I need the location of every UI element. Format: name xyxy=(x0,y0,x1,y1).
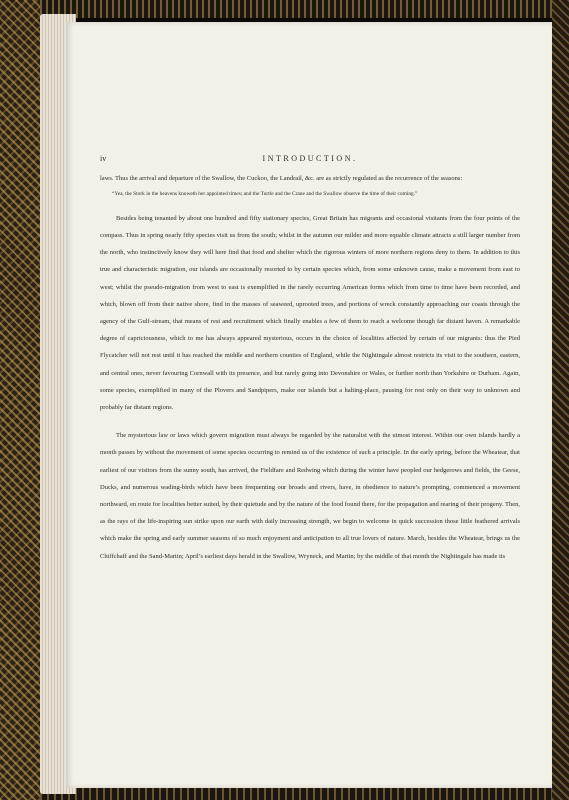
scripture-quote: “Yea, the Stork in the heavens knoweth her appointed times; and the Turtle and the Crane and the Swallow observe the time of their coming.” xyxy=(112,191,418,198)
paragraph-migrants: Besides being tenanted by about one hundred and fifty stationary species, Great Britain has migrants and occasional visitants from the four points of the compass. Thus in spring nearly fifty species visit us from the south; whilst in the autumn our milder and more equable climate attracts a still larger number from the north, who instinctively know they will here find that food and shelter which the rigorous winters of more northern regions deny to them. In addition to this true and characteristic migration, our islands are occasionally resorted to by certain species which, from some unknown cause, make a movement from east to west; whilst the pseudo-migration from west to east is exemplified in the rarely occurring American forms which from time to time have been recorded, and which, blown off from their native shore, find in the masses of seaweed, uprooted trees, and portions of wreck constantly approaching our coasts through the agency of the Gulf-stream, that means of rest and recruitment which finally enables a few of them to reach a welcome though far distant haven. A remarkable degree of capriciousness, which to me has always appeared mysterious, occurs in the choice of localities affected by certain of our migrants: thus the Pied Flycatcher will not rest until it has reached the middle and northern counties of England, while the Nightingale almost restricts its visit to the southern, eastern, and central ones, never favouring Cornwall with its presence, and but rarely going into Devonshire or Wales, or further north than Yorkshire or Durham. Again, some species, exemplified in many of the Plovers and Sandpipers, make our islands but a halting-place, pausing for rest only on their way to unknown and probably far distant regions. xyxy=(100,214,520,411)
paragraph-continuation: laws. Thus the arrival and departure of the Swallow, the Cuckoo, the Landrail, &c. are as strictly regulated as the recurrence of the seasons: xyxy=(100,175,463,182)
running-head xyxy=(100,150,520,166)
paragraph-migration-law: The mysterious law or laws which govern migration must always be regarded by the naturalist with the utmost interest. Within our own islands hardly a month passes by without the movement of some species occurring to remind us of the existence of such a principle. In the early spring, before the Wheatear, that earliest of our visitors from the sunny south, has arrived, the Fieldfare and Redwing which during the winter have peopled our hedgerows and fields, the Geese, Ducks, and numerous wading-birds which have been frequenting our broads and rivers, have, in obedience to nature’s prompting, commenced a movement northward, en route for localities better suited, by their quietude and by the nature of the food found there, for the propagation and rearing of their progeny. Then, as the rays of the life-inspiring sun strike upon our earth with daily increasing strength, we begin to welcome in quick succession those little feathered arrivals which make the spring and early summer seasons of so much enjoyment and anticipation to all true lovers of nature. March, besides the Wheatear, brings us the Chiffchaff and the Sand-Martin; April’s earliest days herald in the Swallow, Wryneck, and Martin; by the middle of that month the Nightingale has made its xyxy=(100,432,520,560)
running-head-title: INTRODUCTION. xyxy=(262,154,358,163)
page-text xyxy=(100,150,520,565)
gilt-edge-right xyxy=(552,0,569,800)
gilt-edge-bottom xyxy=(40,788,569,800)
page-number: iv xyxy=(100,154,107,163)
gilt-edge-left xyxy=(0,0,40,800)
gilt-edge-top xyxy=(40,0,569,18)
